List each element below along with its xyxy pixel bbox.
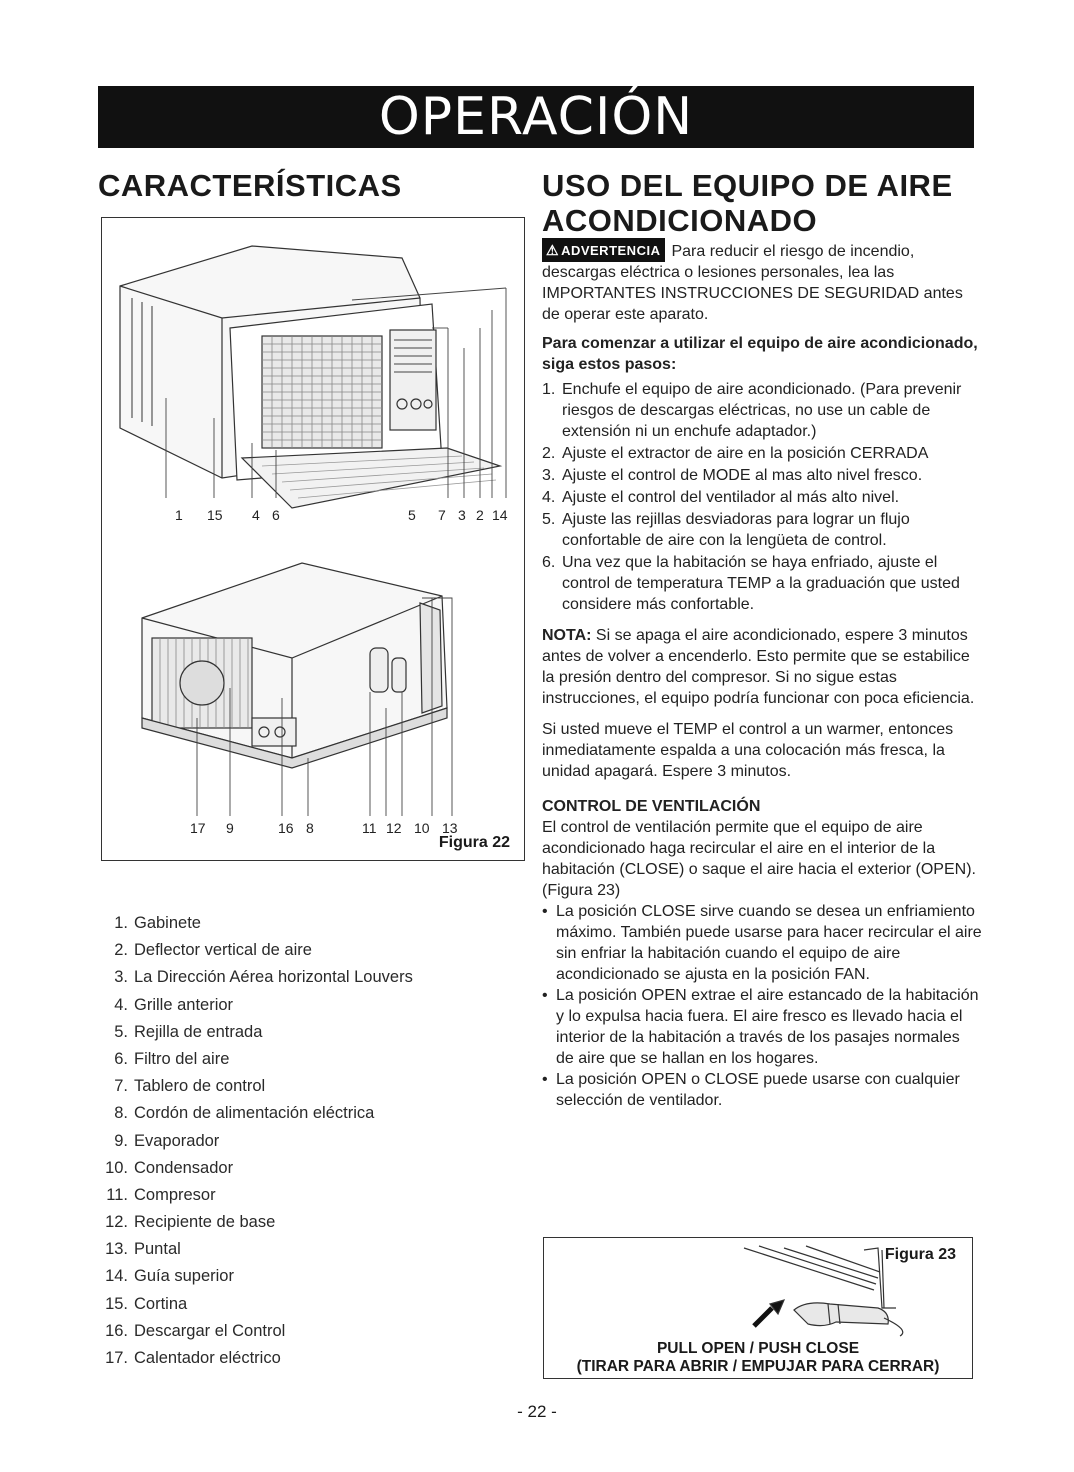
list-item: 3. Ajuste el control de MODE al mas alto nivel fresco. [542, 467, 923, 484]
pull-push-label: PULL OPEN / PUSH CLOSE [656, 1340, 860, 1357]
list-item: 1. Gabinete [114, 914, 201, 932]
steps-list [542, 379, 982, 615]
ventilation-heading: CONTROL DE VENTILACIÓN [542, 798, 761, 815]
air-conditioner-diagram [102, 218, 526, 862]
callout-17: 17 [190, 820, 206, 836]
list-item: 8. Cordón de alimentación eléctrica [114, 1104, 375, 1123]
callout-1: 1 [175, 507, 183, 523]
list-item: • La posición CLOSE sirve cuando se desea un enfriamiento máximo. También puede usarse para hacer recircular el aire sin enfriar la habitación cuando el equipo de aire acondicionado se ajusta en la posición FAN. [542, 901, 982, 985]
list-item: 4. Ajuste el control del ventilador al más alto nivel. [542, 489, 900, 506]
callout-14: 14 [492, 507, 508, 523]
list-item: 5. Ajuste las rejillas desviadoras para lograr un flujo confortable de aire con la lengüeta de control. [542, 511, 910, 549]
warning-icon: ⚠ [546, 242, 560, 258]
figure-22 [101, 217, 525, 861]
list-item: 3. La Dirección Aérea horizontal Louvers [114, 968, 413, 987]
callout-7: 7 [438, 507, 446, 523]
figure-22-caption: Figura 22 [438, 834, 510, 851]
list-item: 11. Compresor [106, 1185, 216, 1204]
callout-5: 5 [408, 507, 416, 523]
callout-2: 2 [476, 507, 484, 523]
callout-13: 13 [442, 820, 458, 836]
list-item: 2. Ajuste el extractor de aire en la posición CERRADA [542, 445, 929, 462]
list-item: 12. Recipiente de base [105, 1213, 276, 1232]
figure-23 [543, 1237, 973, 1379]
list-item: 17. Calentador eléctrico [105, 1349, 281, 1367]
ventilation-bullets [542, 901, 982, 1111]
list-item: 6. Filtro del aire [114, 1049, 230, 1068]
callout-8: 8 [306, 820, 314, 836]
ventilation-intro: El control de ventilación permite que el equipo de aire acondicionado haga recircular el aire en el interior de la habitación (CLOSE) o saque el aire hacia el exterior (OPEN). (Figura 23) [542, 819, 976, 899]
page-number: - 22 - [517, 1402, 557, 1421]
front-view-illustration [120, 246, 500, 508]
callout-12: 12 [386, 820, 402, 836]
callout-6: 6 [272, 507, 280, 523]
list-item: 13. Puntal [105, 1240, 181, 1259]
list-item: • La posición OPEN extrae el aire estancado de la habitación y lo expulsa hacia fuera. El aire fresco es llevado hacia el interior de la habitación a través de los pasajes normales de aire que se hallan en los hogares. [542, 985, 982, 1069]
list-item: 10. Condensador [105, 1158, 234, 1177]
rear-view-illustration [142, 563, 447, 768]
steps-heading: Para comenzar a utilizar el equipo de aire acondicionado, siga estos pasos: [542, 335, 978, 373]
list-item: 4. Grille anterior [114, 995, 234, 1014]
list-item: 14. Guía superior [105, 1267, 234, 1286]
vent-lever-illustration [544, 1238, 974, 1338]
usage-column [542, 238, 982, 1111]
note-paragraph: NOTA: Si se apaga el aire acondicionado, espere 3 minutos antes de volver a encenderlo. Esto permite que se estabilice la presión dentro del compresor. Si no sigue estas instrucciones, el equipo podría funcionar con poca eficiencia. [542, 627, 975, 707]
callout-4: 4 [252, 507, 260, 523]
callout-9: 9 [226, 820, 234, 836]
callout-10: 10 [414, 820, 430, 836]
figure-23-caption: Figura 23 [884, 1246, 956, 1263]
list-item: • La posición OPEN o CLOSE puede usarse con cualquier selección de ventilador. [542, 1069, 982, 1111]
warning-badge: ⚠ ADVERTENCIA [542, 238, 665, 262]
callout-3: 3 [458, 507, 466, 523]
temp-note: Si usted mueve el TEMP el control a un warmer, entonces inmediatamente espalda a una colocación más fresca, la unidad apagará. Espere 3 minutos. [542, 721, 954, 780]
pull-push-label-es: (TIRAR PARA ABRIR / EMPUJAR PARA CERRAR) [576, 1358, 940, 1375]
list-item: 6. Una vez que la habitación se haya enfriado, ajuste el control de temperatura TEMP a la graduación que usted considere más confortable. [542, 554, 960, 613]
parts-list [100, 910, 500, 1372]
features-heading: CARACTERÍSTICAS [98, 168, 402, 203]
list-item: 1. Enchufe el equipo de aire acondicionado. (Para prevenir riesgos de descargas eléctricas, no use un cable de extensión ni un enchufe adaptador.) [542, 381, 962, 440]
list-item: 9. Evaporador [114, 1131, 220, 1150]
warning-paragraph: ⚠ ADVERTENCIA Para reducir el riesgo de incendio, descargas eléctrica o lesiones personales, lea las IMPORTANTES INSTRUCCIONES DE SEGURIDAD antes de operar este aparato. [542, 238, 982, 325]
list-item: 5. Rejilla de entrada [114, 1022, 263, 1041]
list-item: 7. Tablero de control [114, 1077, 266, 1096]
callout-11: 11 [362, 820, 377, 836]
list-item: 16. Descargar el Control [105, 1321, 286, 1340]
callout-16: 16 [278, 820, 294, 836]
usage-heading: USO DEL EQUIPO DE AIRE ACONDICIONADO [542, 168, 953, 238]
page-banner: OPERACIÓN [98, 86, 974, 148]
list-item: 2. Deflector vertical de aire [114, 941, 312, 960]
callout-15: 15 [207, 507, 223, 523]
list-item: 15. Cortina [105, 1294, 188, 1313]
